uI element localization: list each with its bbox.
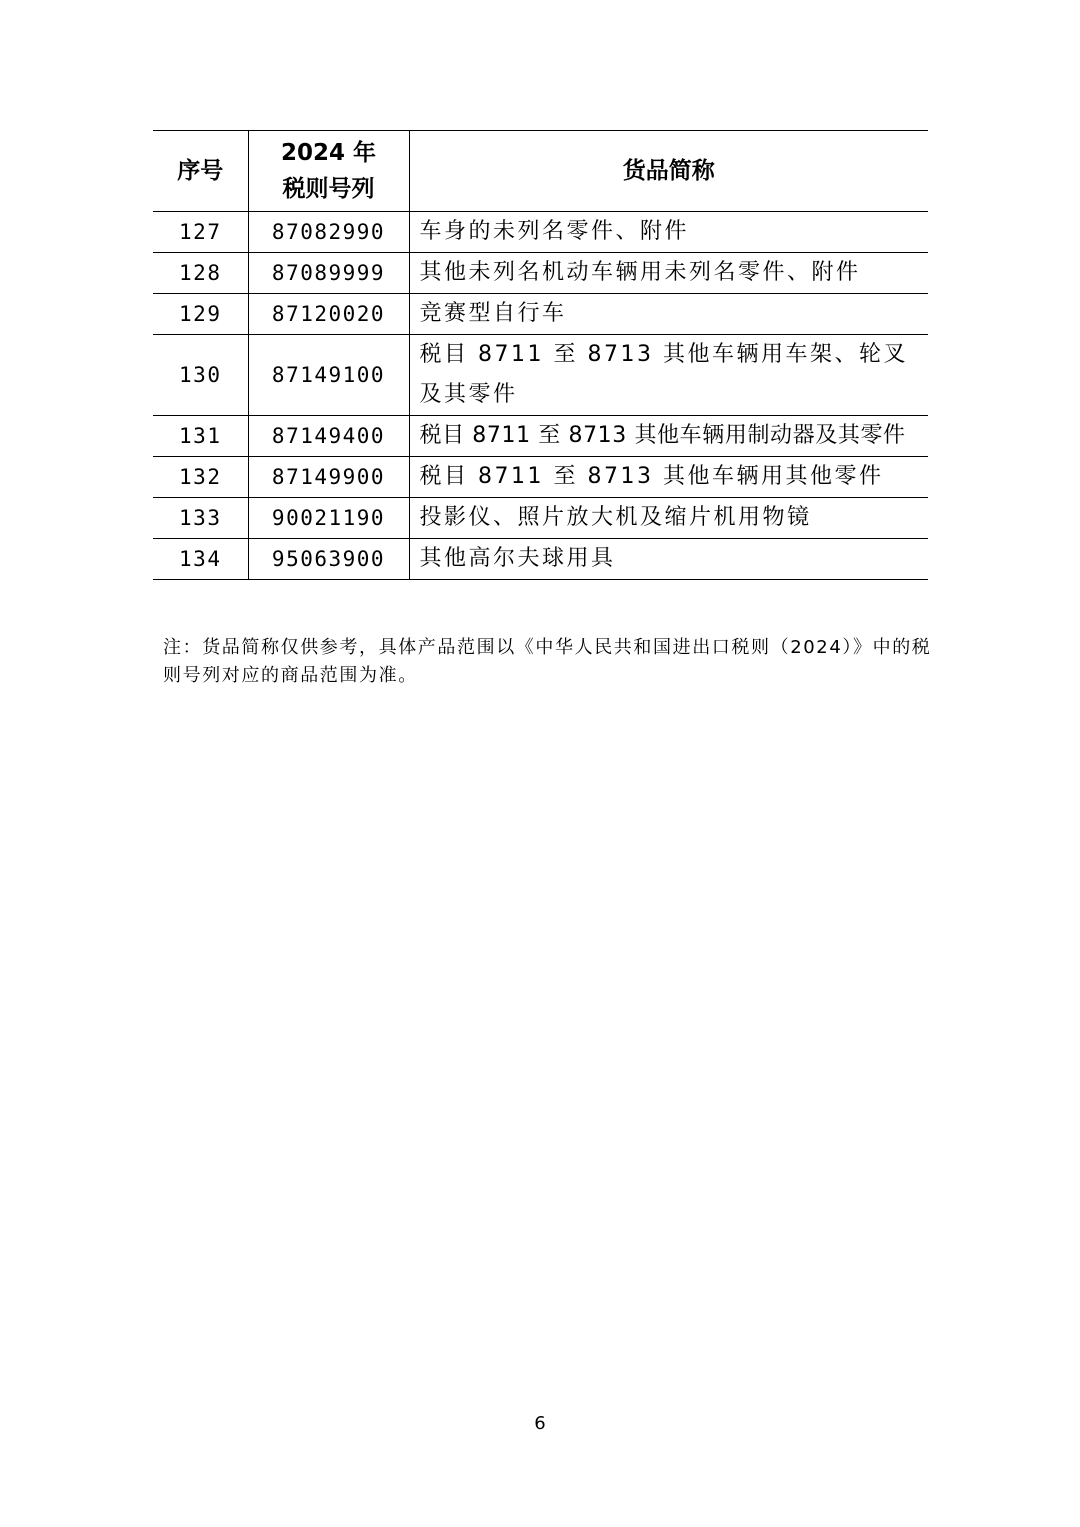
row-goods-name: 其他未列名机动车辆用未列名零件、附件 <box>409 253 928 294</box>
row-tariff-code: 87089999 <box>248 253 409 294</box>
row-seq: 133 <box>153 498 248 539</box>
row-goods-name: 车身的未列名零件、附件 <box>409 212 928 253</box>
row-goods-name: 其他高尔夫球用具 <box>409 539 928 580</box>
table-row <box>153 294 928 335</box>
row-tariff-code: 87149400 <box>248 416 409 457</box>
row-seq: 128 <box>153 253 248 294</box>
header-tariff-code-year: 2024 年 <box>280 140 377 166</box>
tariff-table <box>153 130 928 580</box>
header-tariff-code-label: 税则号列 <box>282 176 375 202</box>
table-row <box>153 457 928 498</box>
table-row <box>153 253 928 294</box>
page-number: 6 <box>534 1413 546 1434</box>
row-seq: 130 <box>153 335 248 416</box>
row-tariff-code: 87149900 <box>248 457 409 498</box>
row-tariff-code: 90021190 <box>248 498 409 539</box>
table-note: 注：货品简称仅供参考，具体产品范围以《中华人民共和国进出口税则（2024）》中的税则号列对应的商品范围为准。 <box>163 637 932 686</box>
table-row <box>153 212 928 253</box>
row-tariff-code: 87149100 <box>248 335 409 416</box>
table-header <box>153 131 928 212</box>
row-tariff-code: 95063900 <box>248 539 409 580</box>
row-seq: 127 <box>153 212 248 253</box>
row-goods-name: 税目 8711 至 8713 其他车辆用其他零件 <box>409 457 928 498</box>
row-goods-name: 投影仪、照片放大机及缩片机用物镜 <box>409 498 928 539</box>
table-row <box>153 498 928 539</box>
row-goods-name: 税目 8711 至 8713 其他车辆用车架、轮叉及其零件 <box>409 335 928 416</box>
row-goods-name: 竞赛型自行车 <box>409 294 928 335</box>
header-seq: 序号 <box>153 131 248 212</box>
table-row <box>153 416 928 457</box>
row-seq: 131 <box>153 416 248 457</box>
row-seq: 129 <box>153 294 248 335</box>
header-row <box>153 131 928 212</box>
row-tariff-code: 87120020 <box>248 294 409 335</box>
row-seq: 134 <box>153 539 248 580</box>
row-tariff-code: 87082990 <box>248 212 409 253</box>
row-seq: 132 <box>153 457 248 498</box>
row-goods-name: 税目 8711 至 8713 其他车辆用制动器及其零件 <box>409 416 928 457</box>
table-body <box>153 212 928 580</box>
table-row <box>153 539 928 580</box>
header-tariff-code <box>248 131 409 212</box>
header-goods-name: 货品简称 <box>409 131 928 212</box>
table-row <box>153 335 928 416</box>
